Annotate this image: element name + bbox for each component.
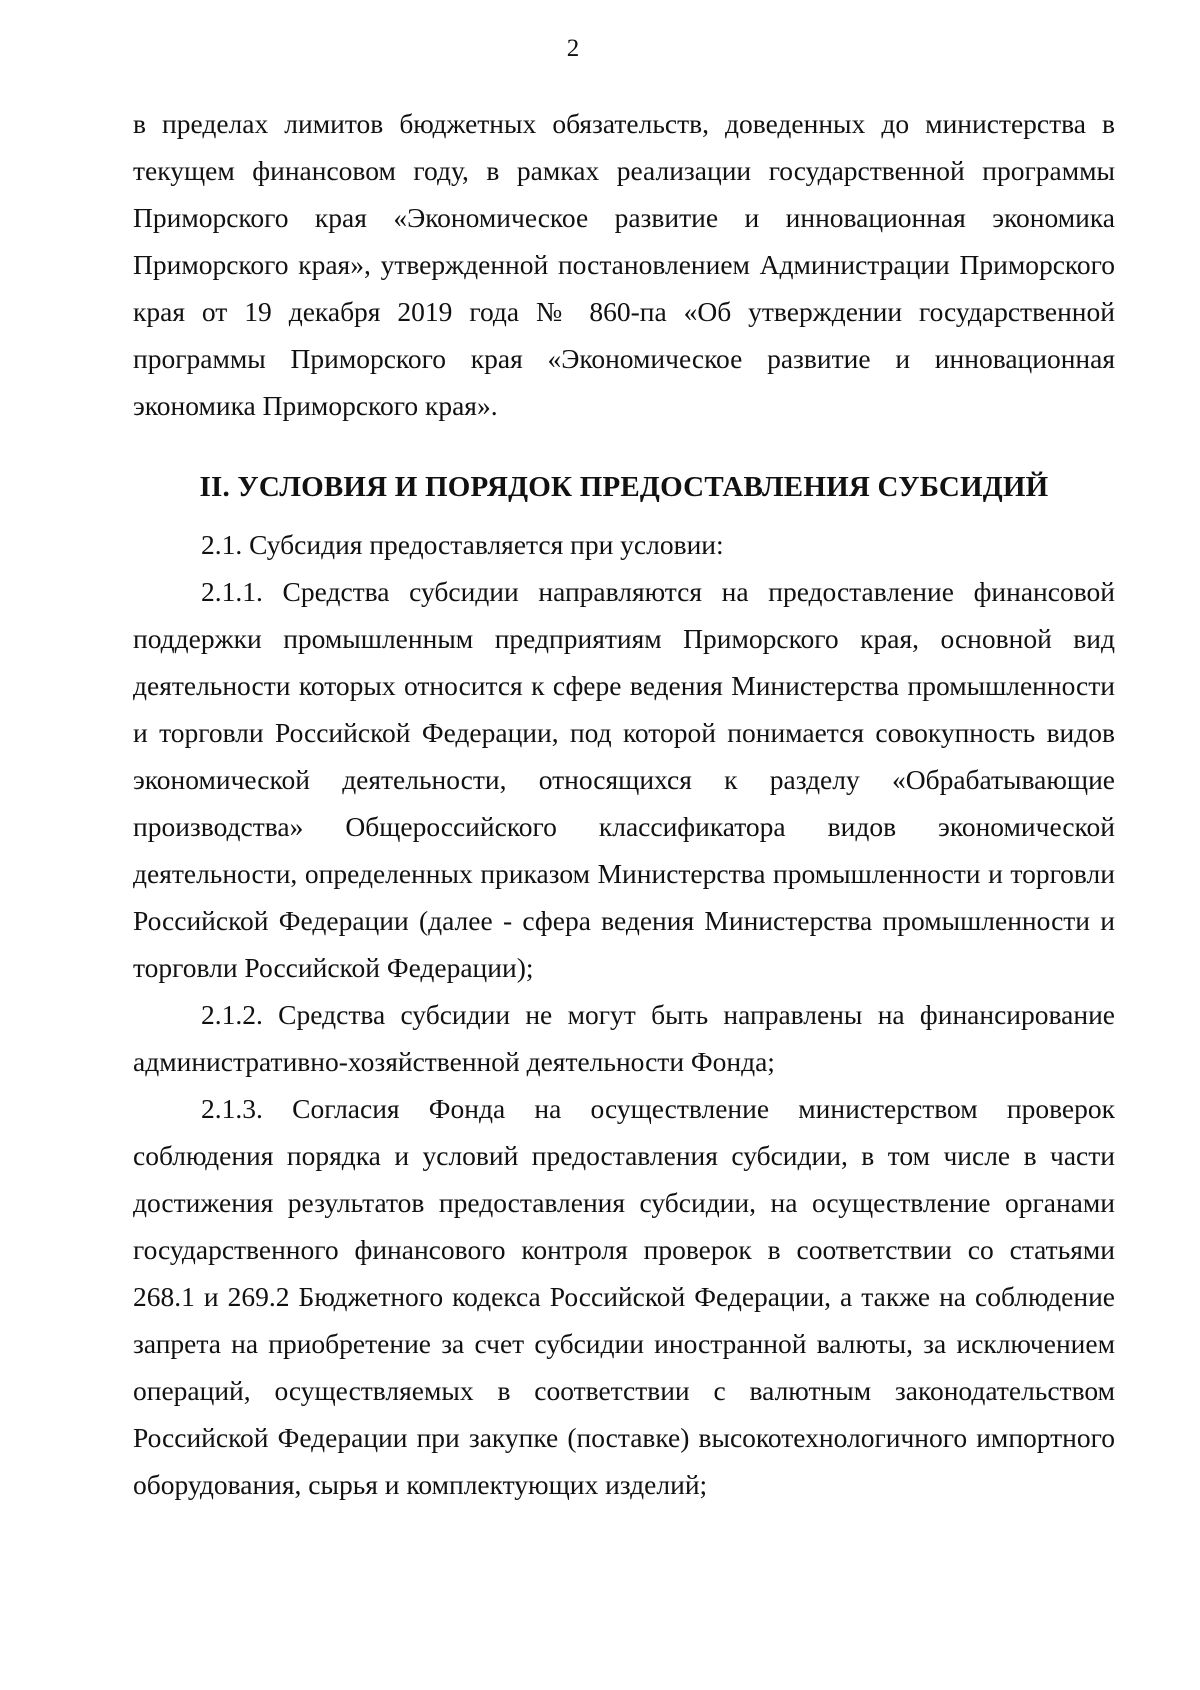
clause-2-1-1: 2.1.1. Средства субсидии направляются на предоставление финансовой поддержки промышленным предприятиям Приморского края, основной вид деятельности которых относится к сфере ведения Министерства промышленности и торговли Российской Федерации, под которой понимается совокупность видов экономической деятельности, относящихся к разделу «Обрабатывающие производства» Общероссийского классификатора видов экономической деятельности, определенных приказом Министерства промышленности и торговли Российской Федерации (далее - сфера ведения Министерства промышленности и торговли Российской Федерации); bbox=[133, 576, 1115, 983]
clause-2-1-3: 2.1.3. Согласия Фонда на осуществление министерством проверок соблюдения порядка и условий предоставления субсидии, в том числе в части достижения результатов предоставления субсидии, на осуществление органами государственного финансового контроля проверок в соответствии со статьями 268.1 и 269.2 Бюджетного кодекса Российской Федерации, а также на соблюдение запрета на приобретение за счет субсидии иностранной валюты, за исключением операций, осуществляемых в соответствии с валютным законодательством Российской Федерации при закупке (поставке) высокотехнологичного импортного оборудования, сырья и комплектующих изделий; bbox=[133, 1093, 1115, 1500]
document-body bbox=[133, 100, 1115, 1508]
intro-paragraph: в пределах лимитов бюджетных обязательств, доведенных до министерства в текущем финансовом году, в рамках реализации государственной программы Приморского края «Экономическое развитие и инновационная экономика Приморского края», утвержденной постановлением Администрации Приморского края от 19 декабря 2019 года № 860-па «Об утверждении государственной программы Приморского края «Экономическое развитие и инновационная экономика Приморского края». bbox=[133, 108, 1115, 421]
section-heading: II. УСЛОВИЯ И ПОРЯДОК ПРЕДОСТАВЛЕНИЯ СУБСИДИЙ bbox=[199, 471, 1049, 503]
clause-2-1: 2.1. Субсидия предоставляется при условии: bbox=[201, 529, 724, 560]
clause-2-1-2: 2.1.2. Средства субсидии не могут быть направлены на финансирование административно-хозяйственной деятельности Фонда; bbox=[133, 999, 1115, 1077]
page-number: 2 bbox=[566, 35, 580, 62]
